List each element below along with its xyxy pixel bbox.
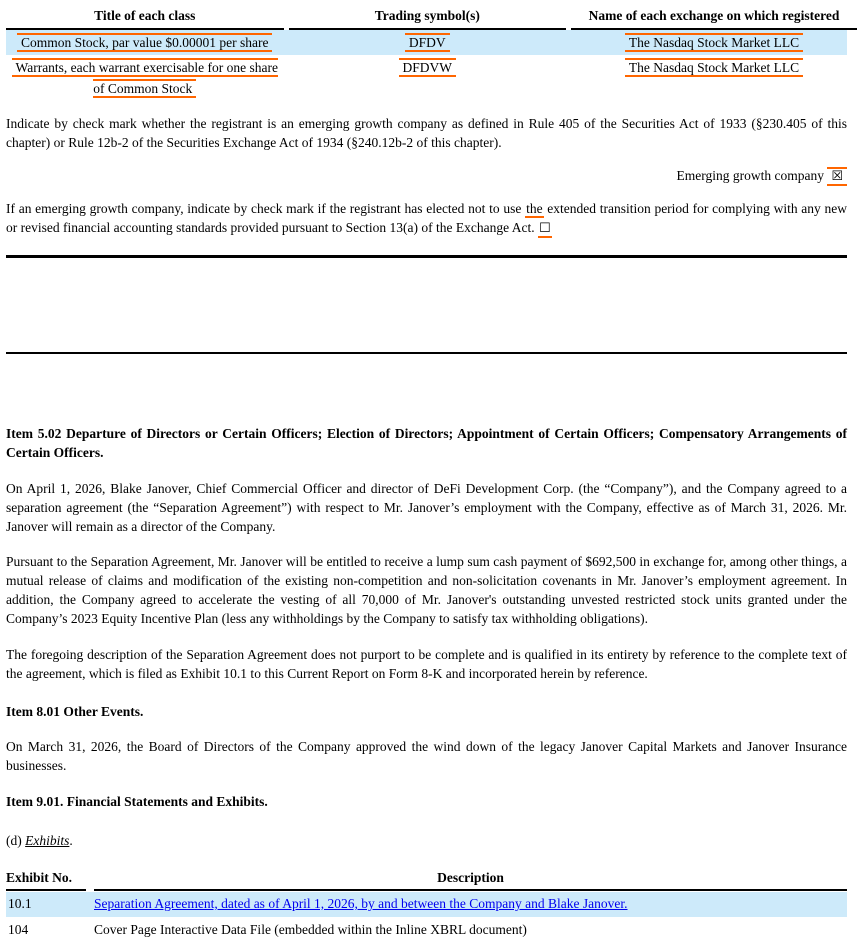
cell-trading-symbol (289, 31, 567, 54)
paragraph-separation-agreement: On April 1, 2026, Blake Janover, Chief Commercial Officer and director of DeFi Development Corp. (the “Company”), and the Company agreed to a separation agreement (the “Separation Agreement”) with respect to Mr. Janover’s employment with the Company, effective as of March 31, 2026. Mr. Janover will remain as a director of the Company. (6, 481, 847, 534)
paragraph-separation-terms: Pursuant to the Separation Agreement, Mr. Janover will be entitled to receive a lump sum cash payment of $692,500 in exchange for, among other things, a mutual release of claims and modification of the existing non-competition and non-solicitation covenants in Mr. Janover’s employment agreement. In addition, the Company agreed to accelerate the vesting of all 70,000 of Mr. Janover's outstanding unvested restricted stock units granted under the Company’s 2023 Equity Incentive Plan (less any withholdings by the Company to satisfy tax withholding obligations). (6, 554, 847, 626)
exhibits-d-line (6, 831, 847, 850)
exhibit-number: 104 (8, 922, 29, 937)
column-header-title-of-each-class: Title of each class (6, 5, 284, 30)
cell-exchange (571, 56, 857, 100)
exhibit-row-104 (6, 918, 847, 943)
paragraph-foregoing-description: The foregoing description of the Separation Agreement does not purport to be complete and is qualified in its entirety by reference to the complete text of the agreement, which is filed as Exhibit 10.1 to this Current Report on Form 8-K and incorporated herein by reference. (6, 647, 847, 681)
xbrl-fact: Warrants, each warrant exercisable for one share of Common Stock (12, 58, 278, 98)
xbrl-fact: Common Stock, par value $0.00001 per share (17, 33, 272, 52)
column-header-description: Description (94, 867, 847, 891)
registration-table (6, 5, 847, 101)
cell-class-title (6, 56, 284, 100)
heading-item-8-01: Item 8.01 Other Events. (6, 704, 144, 719)
divider-thick (6, 255, 847, 258)
paragraph-egc-definition: Indicate by check mark whether the registrant is an emerging growth company as defined in Rule 405 of the Securities Act of 1933 (§230.405 of this chapter) or Rule 12b-2 of the Securities Exchange Act of 1934 (§240.12b-2 of this chapter). (6, 116, 847, 150)
divider-thin (6, 352, 847, 354)
exhibit-number: 10.1 (8, 896, 32, 911)
transition-text-part1: If an emerging growth company, indicate by check mark if the registrant has elected not to use (6, 201, 526, 216)
column-header-exhibit-no: Exhibit No. (6, 867, 86, 891)
unchecked-checkbox-icon: ☐ (538, 221, 551, 236)
paragraph-wind-down: On March 31, 2026, the Board of Directors of the Company approved the wind down of the legacy Janover Capital Markets and Janover Insurance businesses. (6, 739, 847, 773)
egc-label: Emerging growth company (676, 168, 828, 183)
egc-checkbox-line (6, 165, 847, 188)
registration-table-header-row (6, 5, 847, 30)
xbrl-fact: DFDV (405, 33, 450, 52)
exhibit-description: Cover Page Interactive Data File (embedded within the Inline XBRL document) (94, 922, 527, 937)
heading-item-5-02: Item 5.02 Departure of Directors or Certain Officers; Election of Directors; Appointment of Certain Officers; Compensatory Arrangements of Certain Officers. (6, 426, 847, 460)
table-row-common-stock (6, 30, 847, 55)
transition-text-part2: extended transition period for complying with any new or revised financial accounting standards provided pursuant to Section 13(a) of the Exchange Act. (6, 201, 847, 235)
xbrl-tagged-word: the (526, 201, 543, 216)
d-suffix: . (69, 833, 73, 848)
separation-agreement-link[interactable]: Separation Agreement, dated as of April 1, 2026, by and between the Company and Blake Janover. (94, 896, 628, 911)
cell-class-title (6, 31, 284, 54)
d-prefix: (d) (6, 833, 26, 848)
table-row-warrants (6, 55, 847, 101)
column-header-exchange-name: Name of each exchange on which registered (571, 5, 857, 30)
cell-trading-symbol (289, 56, 567, 100)
exhibit-table (6, 867, 847, 943)
exhibits-word: Exhibits (25, 833, 70, 848)
exhibit-table-header-row (6, 867, 847, 891)
xbrl-fact: DFDVW (399, 58, 457, 77)
xbrl-fact: The Nasdaq Stock Market LLC (625, 33, 803, 52)
cell-exchange (571, 31, 857, 54)
exhibit-row-10-1 (6, 892, 847, 917)
paragraph-transition-period (6, 199, 847, 238)
exhibit-description (94, 896, 847, 912)
column-header-trading-symbols: Trading symbol(s) (289, 5, 567, 30)
xbrl-fact: The Nasdaq Stock Market LLC (625, 58, 803, 77)
heading-item-9-01: Item 9.01. Financial Statements and Exhibits. (6, 794, 268, 809)
checked-checkbox-icon: ☒ (827, 167, 847, 186)
